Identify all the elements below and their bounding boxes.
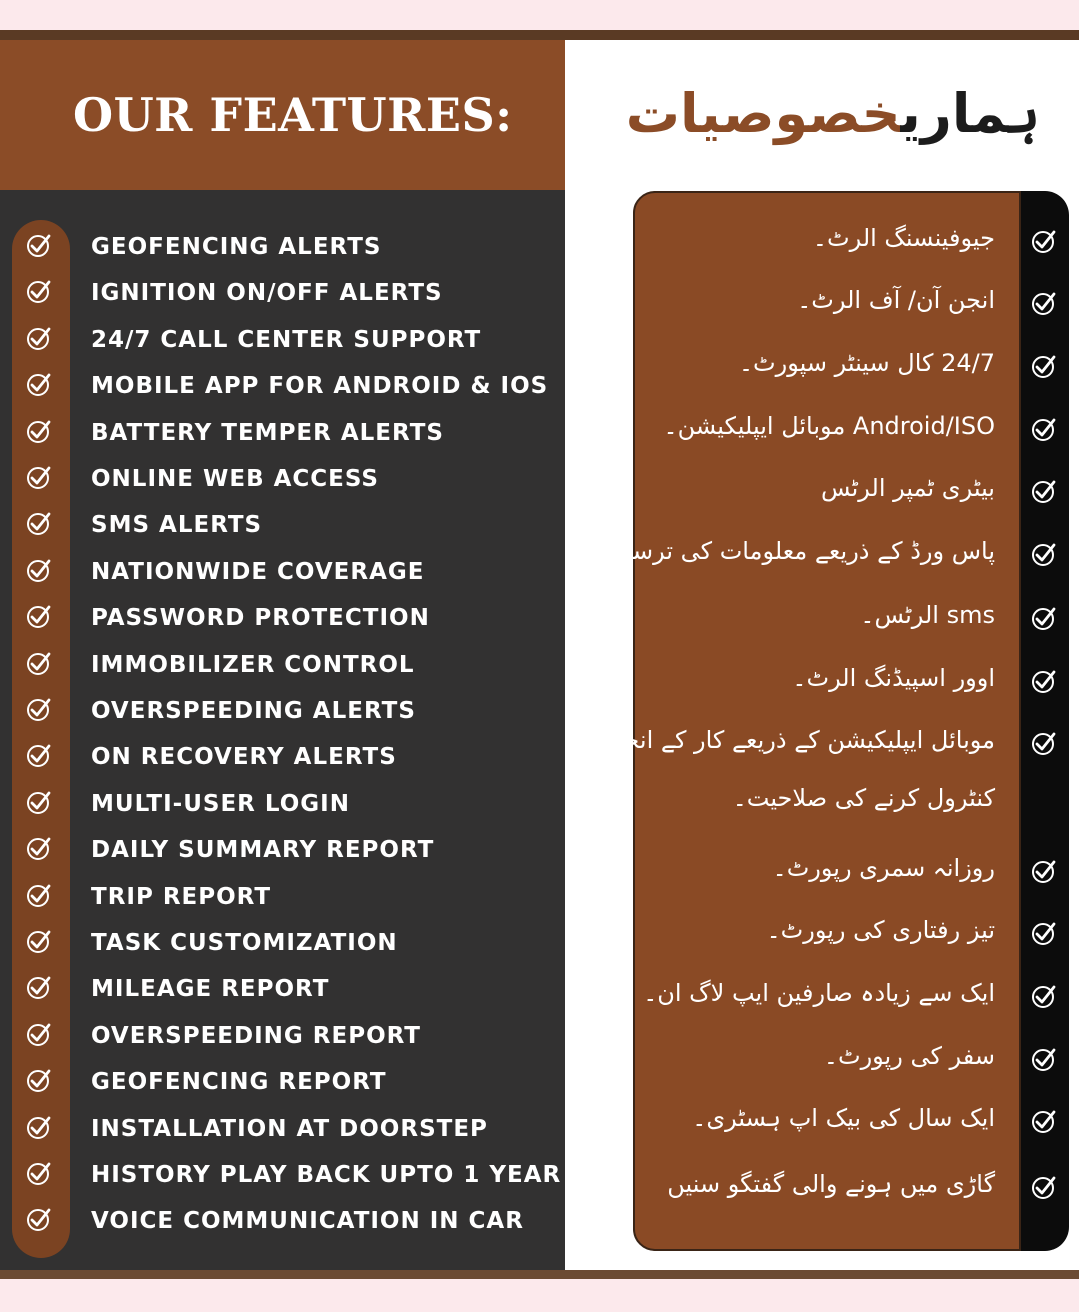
feature-label: VOICE COMMUNICATION IN CAR [91,1208,524,1235]
feature-label: DAILY SUMMARY REPORT [91,837,435,864]
check-circle-icon [1031,353,1057,379]
urdu-feature-item [633,1100,1069,1144]
urdu-feature-label: روزانہ سمری رپورٹ۔ [772,854,995,882]
feature-item [0,1198,565,1238]
check-circle-icon [1031,290,1057,316]
check-circle-icon [26,650,52,676]
feature-item [0,642,565,682]
urdu-feature-item [593,533,1069,577]
urdu-feature-item [633,220,1069,264]
feature-item [0,502,565,542]
feature-label: 24/7 CALL CENTER SUPPORT [91,326,482,353]
urdu-feature-item [633,345,1069,389]
feature-item [0,270,565,310]
urdu-feature-item [633,912,1069,956]
feature-label: TASK CUSTOMIZATION [91,930,398,956]
feature-label: GEOFENCING REPORT [91,1069,387,1096]
check-circle-icon [1031,1046,1057,1072]
urdu-feature-item [633,470,1069,514]
feature-item [0,874,565,914]
check-circle-icon [1031,1108,1057,1134]
check-circle-icon [26,789,52,815]
check-circle-icon [26,232,52,258]
check-circle-icon [26,1114,52,1140]
check-circle-icon [1031,983,1057,1009]
feature-item [0,224,565,264]
feature-label: MILEAGE REPORT [91,976,330,1003]
check-circle-icon [26,1067,52,1093]
urdu-title-part-2: خصوصیات [625,82,901,145]
check-circle-icon [1031,1174,1057,1200]
feature-item [0,549,565,589]
feature-item [0,595,565,635]
check-circle-icon [1031,416,1057,442]
check-circle-icon [1031,858,1057,884]
urdu-feature-item [633,850,1069,894]
check-circle-icon [1031,541,1057,567]
check-circle-icon [26,974,52,1000]
check-circle-icon [1031,605,1057,631]
urdu-feature-item [633,1166,1069,1210]
feature-item [0,410,565,450]
check-circle-icon [26,928,52,954]
feature-item [0,966,565,1006]
urdu-feature-label: ایک سے زیادہ صارفین ایپ لاگ ان۔ [643,979,995,1007]
bottom-border-strip [0,1270,1079,1279]
urdu-feature-item [633,780,1069,824]
urdu-feature-label: تیز رفتاری کی رپورٹ۔ [766,916,995,944]
check-circle-icon [26,510,52,536]
feature-item [0,781,565,821]
check-circle-icon [26,557,52,583]
check-circle-icon [26,278,52,304]
feature-item [0,1059,565,1099]
feature-label: ONLINE WEB ACCESS [91,466,379,492]
feature-item [0,363,565,403]
check-circle-icon [26,696,52,722]
feature-label: OVERSPEEDING REPORT [91,1022,421,1049]
features-title: OUR FEATURES: [73,88,513,142]
urdu-feature-item [633,408,1069,452]
feature-label: TRIP REPORT [91,883,272,910]
top-border-strip [0,30,1079,40]
check-circle-icon [26,464,52,490]
feature-label: ON RECOVERY ALERTS [91,744,397,771]
urdu-feature-label: ایک سال کی بیک اپ ہسٹری۔ [692,1104,995,1132]
urdu-feature-item [633,1038,1069,1082]
feature-item [0,734,565,774]
check-circle-icon [1031,668,1057,694]
check-circle-icon [26,325,52,351]
check-circle-icon [26,1021,52,1047]
check-circle-icon [26,742,52,768]
urdu-feature-label: گاڑی میں ہونے والی گفتگو سنیں [667,1170,995,1198]
urdu-feature-label: Android/ISO موبائل ایپلیکیشن۔ [663,412,995,440]
urdu-feature-label: موبائل ایپلیکیشن کے ذریعے کار کے انجن کو [574,726,995,754]
urdu-feature-item [633,282,1069,326]
check-circle-icon [26,835,52,861]
check-circle-icon [26,603,52,629]
feature-label: SMS ALERTS [91,512,263,539]
check-circle-icon [26,1206,52,1232]
urdu-feature-item [574,722,1069,766]
feature-item [0,317,565,357]
feature-label: HISTORY PLAY BACK UPTO 1 YEAR [91,1162,562,1188]
urdu-feature-label: جیوفینسنگ الرٹ۔ [812,224,995,252]
urdu-feature-label: سفر کی رپورٹ۔ [823,1042,995,1070]
urdu-feature-label: sms الرٹس۔ [860,601,995,629]
check-circle-icon [26,371,52,397]
feature-item [0,1013,565,1053]
feature-label: IGNITION ON/OFF ALERTS [91,280,443,307]
check-circle-icon [26,1160,52,1186]
feature-item [0,1106,565,1146]
feature-label: IMMOBILIZER CONTROL [91,651,415,678]
feature-item [0,456,565,496]
feature-item [0,920,565,960]
urdu-feature-label: 24/7 کال سینٹر سپورٹ۔ [738,349,995,377]
feature-label: INSTALLATION AT DOORSTEP [91,1115,488,1142]
check-circle-icon [1031,478,1057,504]
check-circle-icon [1031,228,1057,254]
feature-label: OVERSPEEDING ALERTS [91,698,416,724]
urdu-feature-label: بیٹری ٹمپر الرٹس [821,474,995,502]
feature-item [0,1152,565,1192]
feature-item [0,827,565,867]
feature-label: PASSWORD PROTECTION [91,605,430,632]
feature-label: NATIONWIDE COVERAGE [91,558,425,585]
urdu-title [625,82,1040,162]
feature-label: GEOFENCING ALERTS [91,234,382,260]
check-circle-icon [1031,920,1057,946]
urdu-feature-label: انجن آن/ آف الرٹ۔ [797,286,995,314]
urdu-feature-label: کنٹرول کرنے کی صلاحیت۔ [732,784,995,812]
urdu-feature-item [633,597,1069,641]
check-circle-icon [1031,730,1057,756]
check-circle-icon [26,418,52,444]
urdu-title-part-1: ہماری [900,82,1040,145]
feature-label: MOBILE APP FOR ANDROID & IOS [91,373,549,400]
feature-label: BATTERY TEMPER ALERTS [91,419,444,446]
urdu-feature-label: پاس ورڈ کے ذریعے معلومات کی ترسیل۔ [593,537,995,565]
feature-item [0,688,565,728]
check-circle-icon [26,882,52,908]
urdu-feature-label: اوور اسپیڈنگ الرٹ۔ [792,664,995,692]
feature-label: MULTI-USER LOGIN [91,790,350,817]
urdu-feature-item [633,975,1069,1019]
urdu-feature-item [633,660,1069,704]
